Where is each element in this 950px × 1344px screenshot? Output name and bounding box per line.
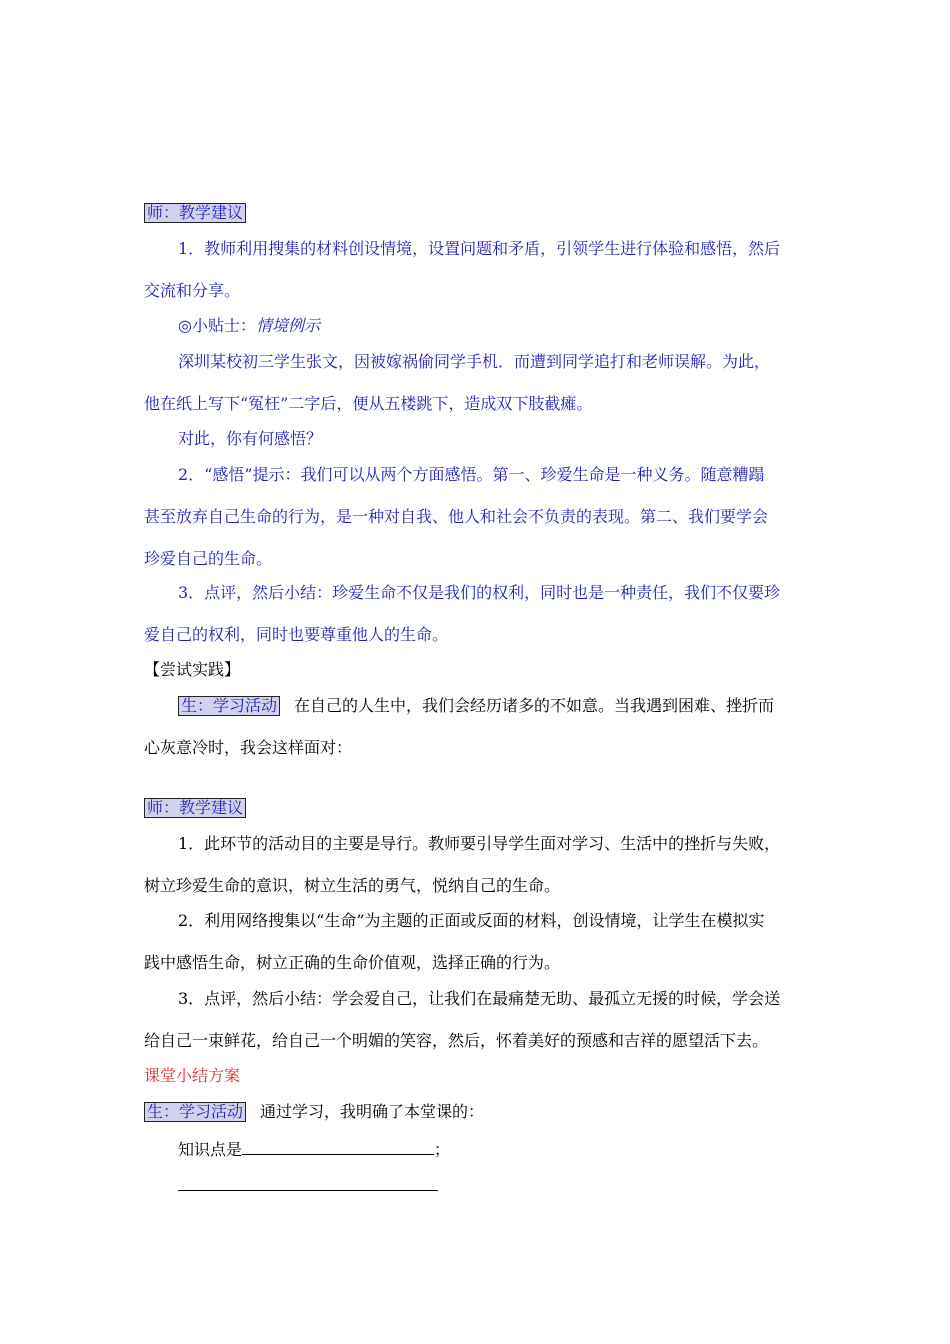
tip-label: ◎小贴士： bbox=[178, 316, 256, 335]
practice-line2: 心灰意冷时，我会这样面对： bbox=[144, 738, 353, 757]
tip-title: 情境例示 bbox=[255, 316, 320, 335]
summary-intro-line: 生：学习活动 通过学习，我明确了本堂课的： bbox=[144, 1101, 484, 1123]
knowledge-blank[interactable] bbox=[242, 1138, 434, 1155]
s1-item2-line3: 珍爱自己的生命。 bbox=[144, 549, 273, 568]
knowledge-point-line: 知识点是 ； bbox=[178, 1140, 451, 1159]
student-activity-tag: 生：学习活动 bbox=[178, 696, 280, 716]
s2-item2-line1: 2．利用网络搜集以“生命”为主题的正面或反面的材料，创设情境，让学生在模拟实 bbox=[178, 911, 765, 930]
story-line2: 他在纸上写下“冤枉”二字后，便从五楼跳下，造成双下肢截瘫。 bbox=[144, 394, 593, 413]
s1-item2-line1: 2．“感悟”提示：我们可以从两个方面感悟。第一、珍爱生命是一种义务。随意糟蹋 bbox=[178, 465, 765, 484]
s1-item1-line1: 1．教师利用搜集的材料创设情境，设置问题和矛盾，引领学生进行体验和感悟，然后 bbox=[178, 239, 781, 258]
answer-blank-line[interactable] bbox=[178, 1190, 438, 1191]
s2-item1-line1: 1．此环节的活动目的主要是导行。教师要引导学生面对学习、生活中的挫折与失败， bbox=[178, 834, 781, 853]
student-activity-tag-2: 生：学习活动 bbox=[144, 1102, 246, 1122]
reflection-question: 对此，你有何感悟？ bbox=[178, 429, 323, 448]
s2-item3-line2: 给自己一束鲜花，给自己一个明媚的笑容，然后，怀着美好的预感和吉祥的愿望活下去。 bbox=[144, 1031, 769, 1050]
summary-heading: 课堂小结方案 bbox=[144, 1066, 241, 1085]
tip-line bbox=[178, 315, 320, 337]
practice-line1: 生：学习活动 在自己的人生中，我们会经历诸多的不如意。当我遇到困难、挫折而 bbox=[178, 695, 774, 717]
s1-item2-line2: 甚至放弃自己生命的行为，是一种对自我、他人和社会不负责的表现。第二、我们要学会 bbox=[144, 507, 769, 526]
practice-heading: 【尝试实践】 bbox=[144, 660, 241, 679]
s2-item2-line2: 践中感悟生命，树立正确的生命价值观，选择正确的行为。 bbox=[144, 953, 561, 972]
s1-item3-line2: 爱自己的权利，同时也要尊重他人的生命。 bbox=[144, 625, 449, 644]
s1-item3-line1: 3．点评，然后小结：珍爱生命不仅是我们的权利，同时也是一种责任，我们不仅要珍 bbox=[178, 583, 781, 602]
s2-item1-line2: 树立珍爱生命的意识，树立生活的勇气，悦纳自己的生命。 bbox=[144, 876, 561, 895]
story-line1: 深圳某校初三学生张文，因被嫁祸偷同学手机．而遭到同学追打和老师误解。为此， bbox=[178, 352, 771, 371]
knowledge-label: 知识点是 bbox=[178, 1140, 243, 1159]
teacher-suggestion-tag-2: 师：教学建议 bbox=[144, 797, 246, 819]
teacher-suggestion-tag: 师：教学建议 bbox=[144, 202, 246, 224]
s2-item3-line1: 3．点评，然后小结：学会爱自己，让我们在最痛楚无助、最孤立无援的时候，学会送 bbox=[178, 989, 781, 1008]
s1-item1-line2: 交流和分享。 bbox=[144, 281, 241, 300]
